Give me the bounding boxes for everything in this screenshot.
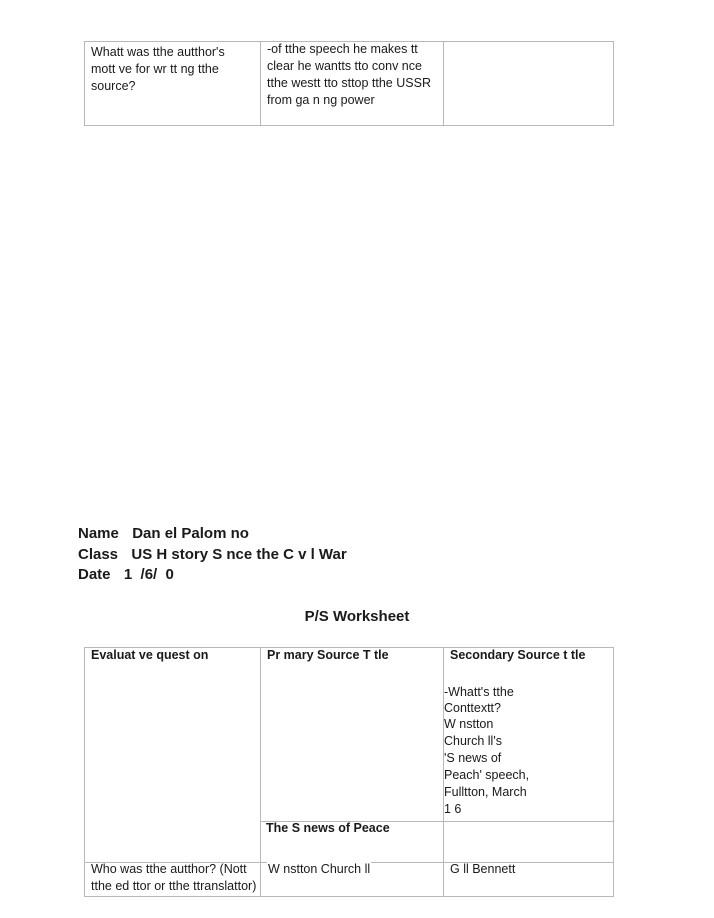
col-header-secondary-source-title: Secondary Source t tle: [450, 648, 586, 662]
primary-source-title: The S news of Peace: [266, 821, 390, 835]
table-border-left: [84, 647, 85, 897]
table-divider-1: [260, 647, 261, 897]
date-line: [78, 565, 347, 586]
name-line: [78, 524, 347, 545]
author-question: Who was tthe autthor? (Nott tthe ed ttor or tthe ttranslattor): [91, 862, 257, 893]
date-value: 1 /6/ 0: [123, 566, 174, 583]
worksheet-title: P/S Worksheet: [304, 608, 410, 625]
author-secondary-answer: G ll Bennett: [450, 862, 516, 876]
table-border-right: [613, 41, 614, 126]
table-border-bottom: [84, 125, 614, 126]
class-line: [78, 545, 347, 566]
author-motive-primary-answer: -of tthe speech he makes tt clear he wantts tto conv nce tthe westt tto sttop tthe USSR from ga n ng power: [267, 42, 431, 107]
author-primary-answer: W nstton Church ll: [268, 862, 371, 876]
author-motive-question: Whatt was tthe autthor's mott ve for wr tt ng tthe source?: [91, 45, 225, 93]
date-label: Date: [78, 566, 111, 583]
table-border-left: [84, 41, 85, 126]
col-header-primary-source-title: Pr mary Source T tle: [267, 648, 389, 662]
name-label: Name: [78, 525, 119, 542]
class-label: Class: [78, 545, 119, 563]
table-border-right: [613, 647, 614, 897]
name-value: Dan el Palom no: [132, 525, 249, 542]
table-divider-2: [443, 41, 444, 126]
table-divider-1: [260, 41, 261, 126]
context-question: -Whatt's tthe Conttextt?: [444, 685, 514, 715]
class-value: US H story S nce the C v l War: [131, 545, 347, 563]
student-header: [78, 524, 347, 586]
table-border-bottom: [84, 896, 614, 897]
context-answer: W nstton Church ll's 'S news of Peach' speech, Fulltton, March 1 6: [444, 717, 530, 816]
col-header-evaluative-question: Evaluat ve quest on: [91, 648, 209, 662]
